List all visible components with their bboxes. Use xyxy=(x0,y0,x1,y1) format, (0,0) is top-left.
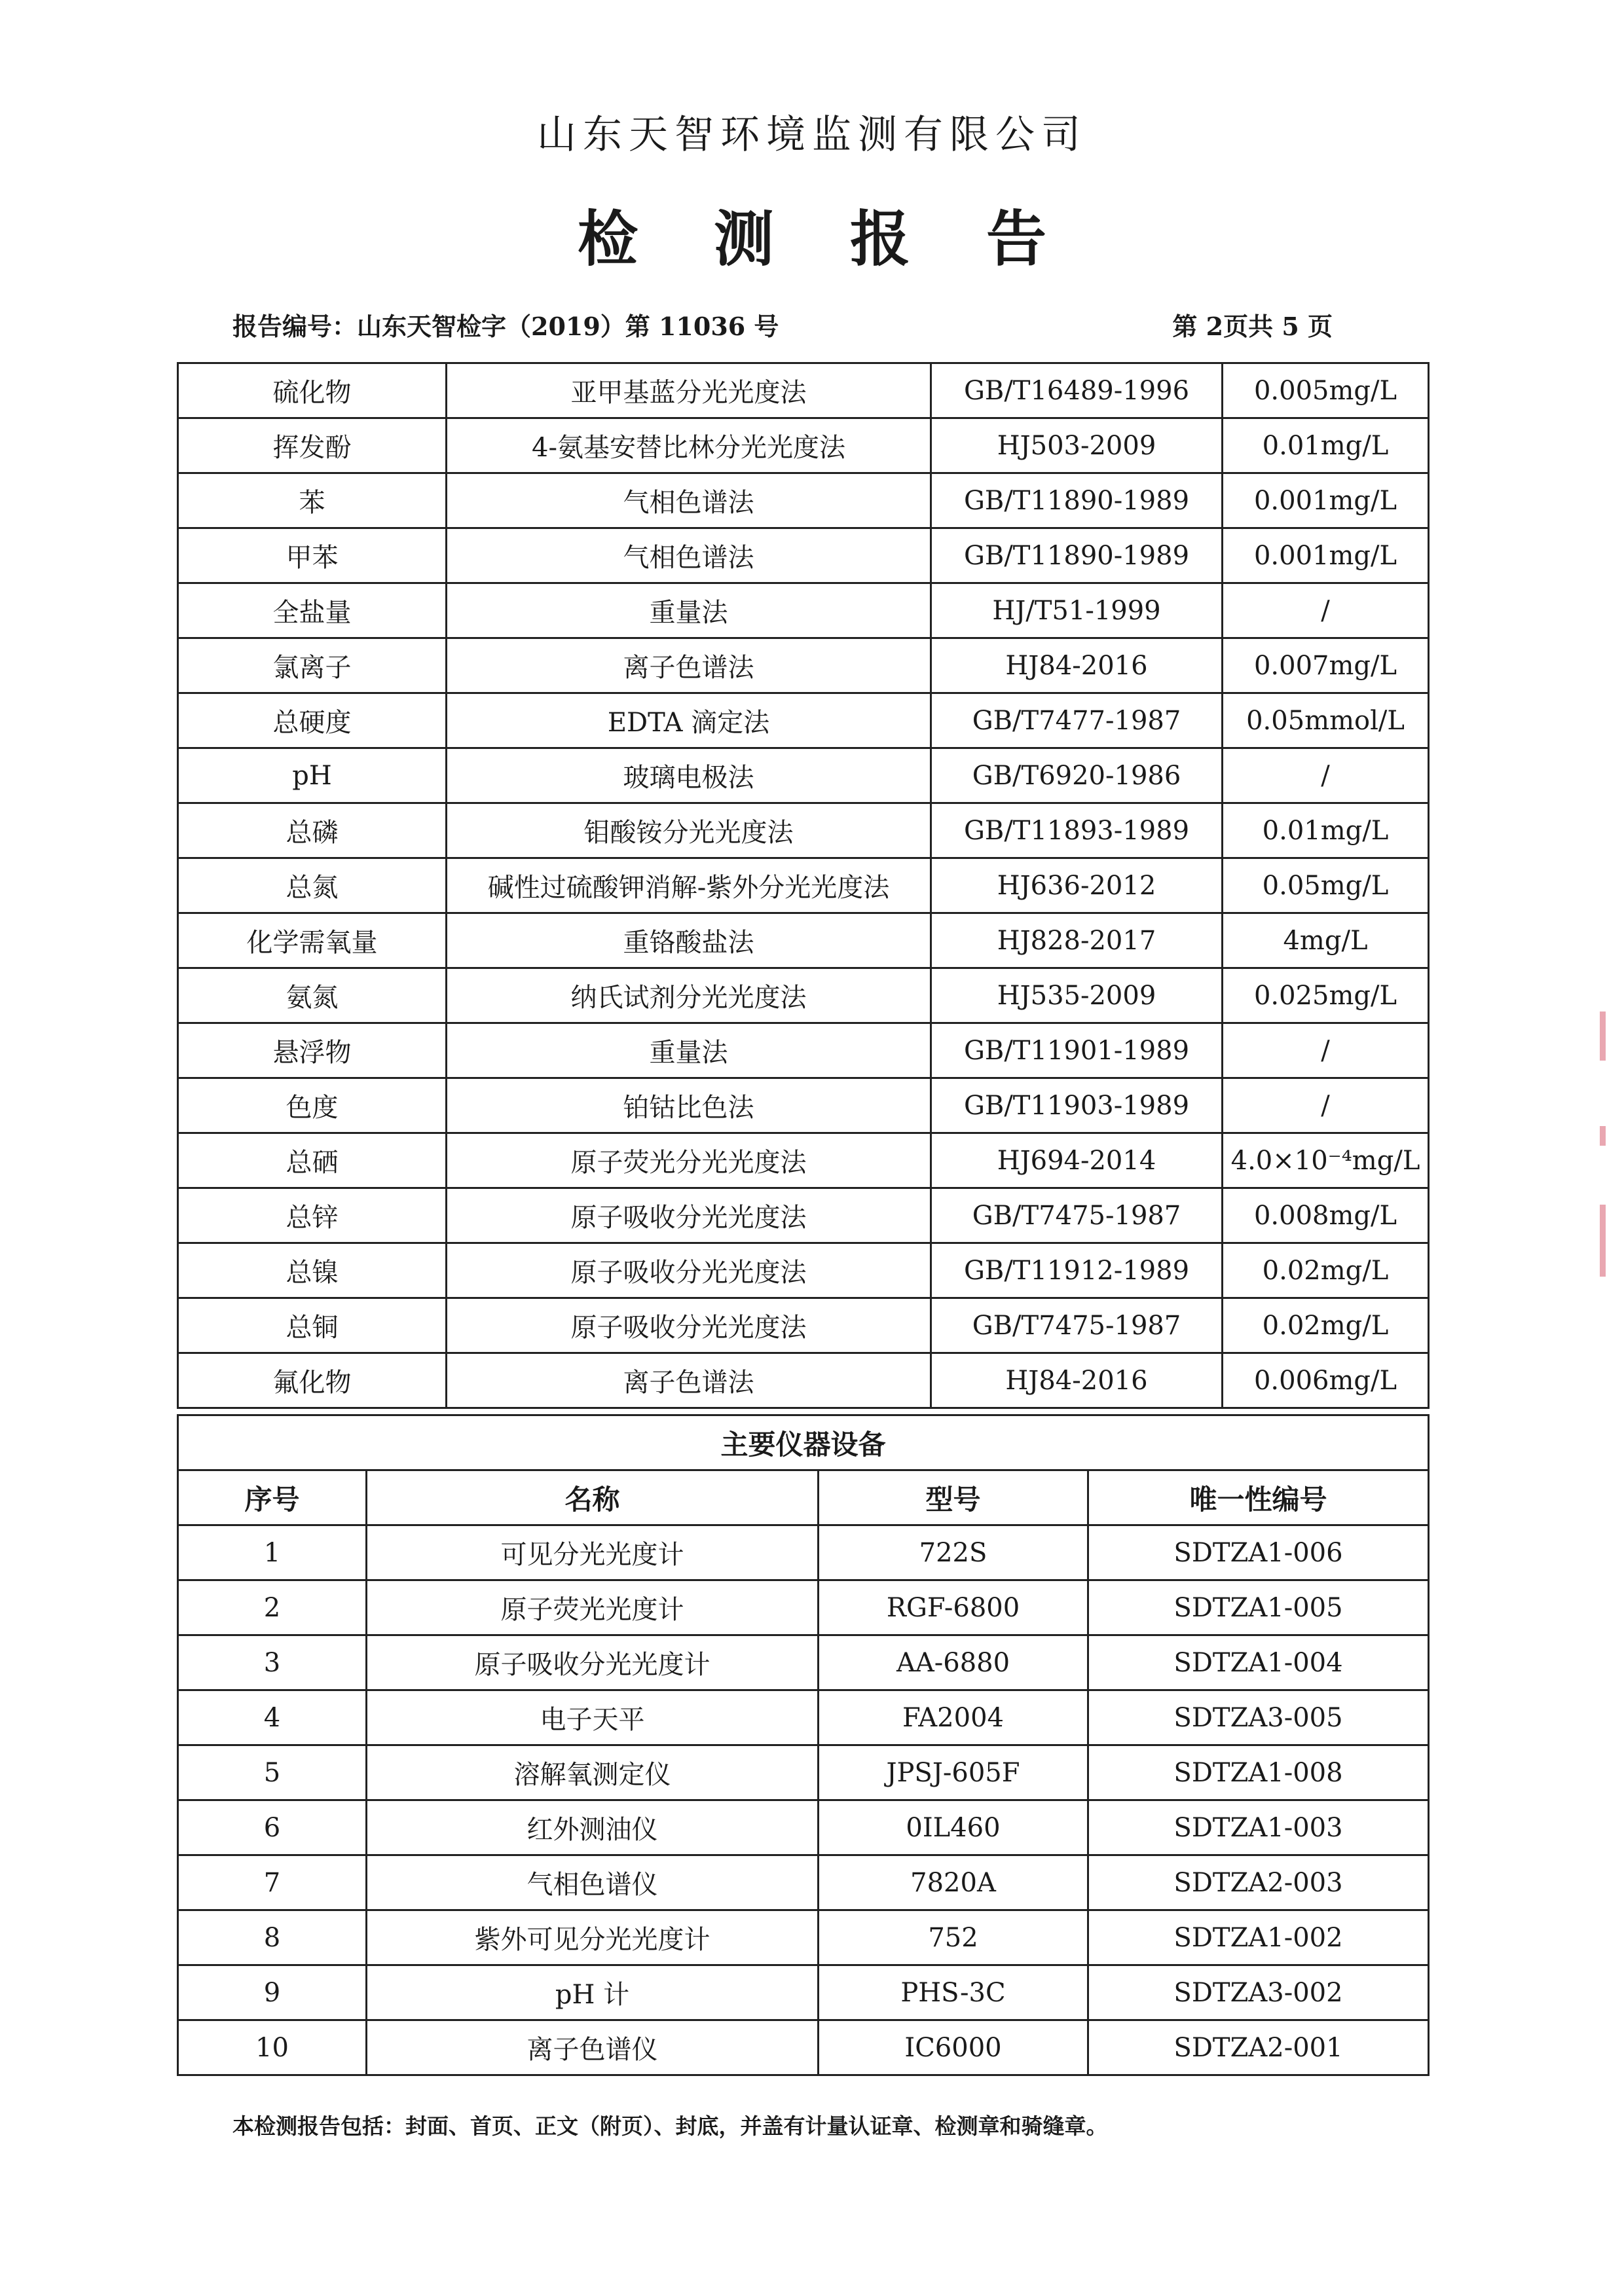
seal-edge-mark xyxy=(1600,1126,1606,1146)
method-standard: HJ828-2017 xyxy=(931,913,1223,968)
method-method: 亚甲基蓝分光光度法 xyxy=(447,363,931,418)
equipment-id: SDTZA1-002 xyxy=(1088,1910,1429,1965)
report-meta xyxy=(232,306,1333,342)
method-standard: HJ694-2014 xyxy=(931,1133,1223,1188)
method-row xyxy=(178,858,1429,913)
method-method: 重铬酸盐法 xyxy=(447,913,931,968)
method-limit: / xyxy=(1223,1078,1429,1133)
equipment-name: 红外测油仪 xyxy=(367,1800,819,1855)
method-item: 氟化物 xyxy=(178,1353,447,1408)
method-limit: 0.05mg/L xyxy=(1223,858,1429,913)
header-id: 唯一性编号 xyxy=(1088,1470,1429,1525)
method-row xyxy=(178,1243,1429,1298)
equipment-id: SDTZA3-005 xyxy=(1088,1690,1429,1745)
method-item: 氨氮 xyxy=(178,968,447,1023)
equipment-no: 9 xyxy=(178,1965,367,2020)
equipment-no: 2 xyxy=(178,1580,367,1635)
method-standard: GB/T16489-1996 xyxy=(931,363,1223,418)
equipment-id: SDTZA1-005 xyxy=(1088,1580,1429,1635)
method-row xyxy=(178,1078,1429,1133)
method-limit: 0.006mg/L xyxy=(1223,1353,1429,1408)
method-row xyxy=(178,968,1429,1023)
method-method: 钼酸铵分光光度法 xyxy=(447,803,931,858)
equipment-row xyxy=(178,1690,1429,1745)
method-row xyxy=(178,583,1429,638)
equipment-model: AA-6880 xyxy=(819,1635,1088,1690)
method-item: 色度 xyxy=(178,1078,447,1133)
equipment-no: 5 xyxy=(178,1745,367,1800)
equipment-row xyxy=(178,1635,1429,1690)
title-char: 告 xyxy=(986,204,1047,274)
method-method: EDTA 滴定法 xyxy=(447,693,931,748)
method-row xyxy=(178,913,1429,968)
header-name: 名称 xyxy=(367,1470,819,1525)
method-limit: 0.02mg/L xyxy=(1223,1298,1429,1353)
method-standard: HJ84-2016 xyxy=(931,638,1223,693)
title-char: 检 xyxy=(577,204,638,274)
equipment-model: PHS-3C xyxy=(819,1965,1088,2020)
method-item: 总锌 xyxy=(178,1188,447,1243)
method-item: 甲苯 xyxy=(178,528,447,583)
method-row xyxy=(178,803,1429,858)
equipment-id: SDTZA2-001 xyxy=(1088,2020,1429,2075)
method-item: 硫化物 xyxy=(178,363,447,418)
method-limit: 0.01mg/L xyxy=(1223,803,1429,858)
method-item: 总磷 xyxy=(178,803,447,858)
method-method: 原子荧光分光光度法 xyxy=(447,1133,931,1188)
equipment-no: 6 xyxy=(178,1800,367,1855)
method-item: 全盐量 xyxy=(178,583,447,638)
equipment-model: JPSJ-605F xyxy=(819,1745,1088,1800)
method-method: 玻璃电极法 xyxy=(447,748,931,803)
method-method: 铂钴比色法 xyxy=(447,1078,931,1133)
report-title xyxy=(0,191,1624,278)
method-item: 苯 xyxy=(178,473,447,528)
equipment-row xyxy=(178,1910,1429,1965)
title-char: 测 xyxy=(713,204,774,274)
method-item: 总氮 xyxy=(178,858,447,913)
method-limit: 0.008mg/L xyxy=(1223,1188,1429,1243)
method-method: 重量法 xyxy=(447,583,931,638)
equipment-no: 7 xyxy=(178,1855,367,1910)
report-number: 报告编号：山东天智检字（2019）第 11036 号 xyxy=(232,312,779,341)
method-standard: GB/T7475-1987 xyxy=(931,1298,1223,1353)
equipment-section-title xyxy=(178,1415,1429,1470)
method-limit: 0.001mg/L xyxy=(1223,528,1429,583)
footer-note: 本检测报告包括：封面、首页、正文（附页）、封底，并盖有计量认证章、检测章和骑缝章。 xyxy=(232,2113,1108,2139)
method-standard: HJ503-2009 xyxy=(931,418,1223,473)
equipment-table xyxy=(177,1414,1430,2076)
header-no: 序号 xyxy=(178,1470,367,1525)
equipment-title: 主要仪器设备 xyxy=(178,1415,1429,1470)
method-method: 碱性过硫酸钾消解-紫外分光光度法 xyxy=(447,858,931,913)
method-method: 离子色谱法 xyxy=(447,1353,931,1408)
method-item: 化学需氧量 xyxy=(178,913,447,968)
method-item: 悬浮物 xyxy=(178,1023,447,1078)
method-limit: 0.007mg/L xyxy=(1223,638,1429,693)
method-row xyxy=(178,693,1429,748)
method-standard: GB/T11890-1989 xyxy=(931,473,1223,528)
method-standard: GB/T6920-1986 xyxy=(931,748,1223,803)
equipment-model: RGF-6800 xyxy=(819,1580,1088,1635)
method-standard: GB/T11893-1989 xyxy=(931,803,1223,858)
equipment-id: SDTZA3-002 xyxy=(1088,1965,1429,2020)
method-row xyxy=(178,473,1429,528)
equipment-name: 原子荧光光度计 xyxy=(367,1580,819,1635)
equipment-model: 752 xyxy=(819,1910,1088,1965)
title-char: 报 xyxy=(850,204,911,274)
method-item: 挥发酚 xyxy=(178,418,447,473)
equipment-header-row xyxy=(178,1470,1429,1525)
method-limit: 0.01mg/L xyxy=(1223,418,1429,473)
method-row xyxy=(178,1188,1429,1243)
equipment-name: 可见分光光度计 xyxy=(367,1525,819,1580)
equipment-model: FA2004 xyxy=(819,1690,1088,1745)
method-method: 4-氨基安替比林分光光度法 xyxy=(447,418,931,473)
method-method: 重量法 xyxy=(447,1023,931,1078)
seal-edge-mark xyxy=(1600,1205,1606,1277)
equipment-name: 原子吸收分光光度计 xyxy=(367,1635,819,1690)
method-row xyxy=(178,748,1429,803)
method-row xyxy=(178,638,1429,693)
method-item: 总镍 xyxy=(178,1243,447,1298)
equipment-model: 7820A xyxy=(819,1855,1088,1910)
equipment-id: SDTZA2-003 xyxy=(1088,1855,1429,1910)
method-standard: GB/T11903-1989 xyxy=(931,1078,1223,1133)
page-info: 第 2页共 5 页 xyxy=(1172,312,1333,341)
method-limit: / xyxy=(1223,748,1429,803)
equipment-no: 8 xyxy=(178,1910,367,1965)
equipment-model: 0IL460 xyxy=(819,1800,1088,1855)
method-limit: / xyxy=(1223,1023,1429,1078)
equipment-no: 10 xyxy=(178,2020,367,2075)
seal-edge-mark xyxy=(1600,1011,1606,1061)
method-item: pH xyxy=(178,748,447,803)
method-row xyxy=(178,1298,1429,1353)
method-limit: / xyxy=(1223,583,1429,638)
equipment-row xyxy=(178,1965,1429,2020)
equipment-id: SDTZA1-003 xyxy=(1088,1800,1429,1855)
method-row xyxy=(178,1353,1429,1408)
method-standard: HJ84-2016 xyxy=(931,1353,1223,1408)
method-limit: 0.02mg/L xyxy=(1223,1243,1429,1298)
equipment-row xyxy=(178,1745,1429,1800)
equipment-name: 紫外可见分光光度计 xyxy=(367,1910,819,1965)
equipment-row xyxy=(178,1525,1429,1580)
method-standard: GB/T7477-1987 xyxy=(931,693,1223,748)
method-standard: HJ/T51-1999 xyxy=(931,583,1223,638)
method-row xyxy=(178,363,1429,418)
company-name: 山东天智环境监测有限公司 xyxy=(537,112,1087,158)
equipment-no: 3 xyxy=(178,1635,367,1690)
equipment-row xyxy=(178,1855,1429,1910)
method-limit: 0.025mg/L xyxy=(1223,968,1429,1023)
method-method: 原子吸收分光光度法 xyxy=(447,1243,931,1298)
method-standard: GB/T7475-1987 xyxy=(931,1188,1223,1243)
method-standard: GB/T11890-1989 xyxy=(931,528,1223,583)
method-limit: 4mg/L xyxy=(1223,913,1429,968)
method-limit: 4.0×10⁻⁴mg/L xyxy=(1223,1133,1429,1188)
method-limit: 0.001mg/L xyxy=(1223,473,1429,528)
equipment-id: SDTZA1-008 xyxy=(1088,1745,1429,1800)
method-method: 离子色谱法 xyxy=(447,638,931,693)
equipment-row xyxy=(178,2020,1429,2075)
equipment-id: SDTZA1-004 xyxy=(1088,1635,1429,1690)
equipment-name: 气相色谱仪 xyxy=(367,1855,819,1910)
equipment-row xyxy=(178,1800,1429,1855)
equipment-no: 4 xyxy=(178,1690,367,1745)
method-standard: HJ535-2009 xyxy=(931,968,1223,1023)
method-item: 总硬度 xyxy=(178,693,447,748)
methods-table xyxy=(177,362,1430,1409)
method-limit: 0.005mg/L xyxy=(1223,363,1429,418)
method-method: 原子吸收分光光度法 xyxy=(447,1188,931,1243)
equipment-name: 溶解氧测定仪 xyxy=(367,1745,819,1800)
equipment-id: SDTZA1-006 xyxy=(1088,1525,1429,1580)
method-item: 氯离子 xyxy=(178,638,447,693)
method-standard: GB/T11912-1989 xyxy=(931,1243,1223,1298)
header-model: 型号 xyxy=(819,1470,1088,1525)
equipment-name: 电子天平 xyxy=(367,1690,819,1745)
method-row xyxy=(178,528,1429,583)
method-standard: GB/T11901-1989 xyxy=(931,1023,1223,1078)
equipment-no: 1 xyxy=(178,1525,367,1580)
method-method: 纳氏试剂分光光度法 xyxy=(447,968,931,1023)
method-row xyxy=(178,1023,1429,1078)
equipment-name: pH 计 xyxy=(367,1965,819,2020)
method-method: 气相色谱法 xyxy=(447,473,931,528)
method-limit: 0.05mmol/L xyxy=(1223,693,1429,748)
equipment-model: 722S xyxy=(819,1525,1088,1580)
method-row xyxy=(178,418,1429,473)
method-method: 原子吸收分光光度法 xyxy=(447,1298,931,1353)
equipment-name: 离子色谱仪 xyxy=(367,2020,819,2075)
equipment-model: IC6000 xyxy=(819,2020,1088,2075)
equipment-row xyxy=(178,1580,1429,1635)
method-standard: HJ636-2012 xyxy=(931,858,1223,913)
method-item: 总硒 xyxy=(178,1133,447,1188)
method-method: 气相色谱法 xyxy=(447,528,931,583)
method-row xyxy=(178,1133,1429,1188)
method-item: 总铜 xyxy=(178,1298,447,1353)
